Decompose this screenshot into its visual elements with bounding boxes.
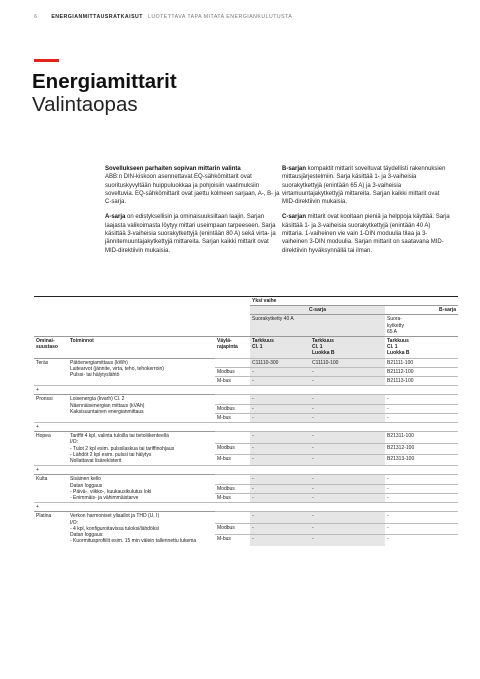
cell-c1: - — [250, 535, 310, 546]
bus-interface: M-bus — [215, 535, 250, 546]
bus-interface: M-bus — [215, 377, 250, 386]
cell-c2: - — [310, 367, 385, 376]
cell-c1: - — [250, 494, 310, 503]
level-separator — [34, 503, 458, 512]
paragraph-lead: C-sarjan — [282, 214, 307, 221]
cell-c2: - — [310, 484, 385, 493]
feature-level: Platina — [34, 512, 68, 546]
cell-c1: - — [250, 484, 310, 493]
col-header-b: Tarkkuus Cl. 1 Luokka B — [385, 337, 458, 359]
table-row — [34, 358, 458, 367]
bus-interface: M-bus — [215, 454, 250, 465]
table-row — [34, 395, 458, 404]
cell-c1: - — [250, 512, 310, 523]
cell-c2: - — [310, 454, 385, 465]
paragraph-text: ABB:n DIN-kiskoon asennettavat EQ-sähkömittarit ovat suorituskyvyltään huippuluokkaa ja pohjoisiin vaatimuksiin soveltuvia. EQ-sähkömittarit ovat jaettu kolmeen sarjaan, A-, B- ja C-sarja. — [105, 174, 280, 206]
cell-c1: - — [250, 523, 310, 534]
cell-b: B21311-100 — [385, 432, 458, 443]
col-header-level: Ominai- suustaso — [34, 337, 68, 359]
cell-b: - — [385, 484, 458, 493]
cell-c2: C11110-100 — [310, 358, 385, 367]
phase-header: Yksi vaihe — [250, 297, 458, 306]
cell-c2: - — [310, 395, 385, 404]
bus-interface: Modbus — [215, 484, 250, 493]
cell-c1: - — [250, 367, 310, 376]
bus-interface — [215, 358, 250, 367]
cell-b: B21111-100 — [385, 358, 458, 367]
level-separator — [34, 466, 458, 475]
cell-b: - — [385, 523, 458, 534]
cell-b: - — [385, 475, 458, 484]
cell-c1: - — [250, 395, 310, 404]
cell-c1: - — [250, 475, 310, 484]
feature-functions: Loisenergia (kvarh) Cl. 2 Näennäisenergian mittaus (kVAh) Kaksisuuntainen energianmittaus — [68, 395, 215, 423]
cell-b: - — [385, 512, 458, 523]
intro-paragraph — [105, 213, 283, 254]
connection-b: Suora- kytketty 65 A — [385, 315, 458, 337]
cell-c2: - — [310, 494, 385, 503]
page-number: 6 — [34, 14, 38, 20]
section-subtitle: LUOTETTAVA TAPA MITATA ENERGIANKULUTUSTA — [147, 14, 293, 20]
table-row — [34, 512, 458, 523]
cell-b: - — [385, 413, 458, 422]
intro-paragraph — [105, 165, 283, 206]
series-b-header: B-sarja — [385, 306, 458, 315]
cell-b: B21313-100 — [385, 454, 458, 465]
col-header-c1: Tarkkuus Cl. 1 — [250, 337, 310, 359]
cell-c1: - — [250, 454, 310, 465]
bus-interface: Modbus — [215, 523, 250, 534]
page-header — [34, 14, 460, 20]
cell-b: B21112-100 — [385, 367, 458, 376]
feature-functions: Tariffit 4 kpl, valinta tuloilla tai tietoliikenteellä I/O: - Tulot 2 kpl esim. pulssilaskua tai tariffinohjaus - Lähdöt 2 kpl esim. pulssi tai hälytys Nollattavat lisärekisterit — [68, 432, 215, 466]
paragraph-text: on edistyksellisin ja ominaisuuksiltaan laajin. Sarjan laajasta valikoimasta löytyy mittari useimpaan tarpeeseen. Sarja käsittää 3-vaiheisia suorakytkettyjä (enintään 80 A) sekä virta- ja jännitemuuntajakytkettyjä mittareita. Sarjan kaikki mittarit ovat MID-direktiivin mukaisia. — [105, 214, 276, 254]
bus-interface: M-bus — [215, 494, 250, 503]
cell-c1: - — [250, 413, 310, 422]
cell-c2: - — [310, 404, 385, 413]
cell-c2: - — [310, 413, 385, 422]
cell-b: - — [385, 404, 458, 413]
col-header-c2: Tarkkuus Cl. 1 Luokka B — [310, 337, 385, 359]
bus-interface: M-bus — [215, 413, 250, 422]
intro-paragraph — [282, 165, 450, 206]
table-row — [34, 432, 458, 443]
cell-b: - — [385, 395, 458, 404]
cell-c1: - — [250, 432, 310, 443]
intro-column-right — [282, 165, 450, 262]
connection-c: Suorakytketty 40 A — [250, 315, 385, 337]
feature-functions: Verkon harmoniset yliaallot ja THD (U, I) I/O: - 4 kpl, konfiguroitavissa tuloksi/lähdöksi Datan loggaus: - Kuormitusprofiilit esim. 15 min välein tallennettu lukema — [68, 512, 215, 546]
cell-c2: - — [310, 377, 385, 386]
page-title: Energiamittarit — [32, 70, 177, 93]
cell-c2: - — [310, 512, 385, 523]
plus-sign: + — [34, 466, 458, 475]
feature-level: Kulta — [34, 475, 68, 503]
cell-c2: - — [310, 432, 385, 443]
paragraph-lead: B-sarjan — [282, 166, 307, 172]
meter-selection-table — [34, 296, 458, 546]
cell-b: - — [385, 535, 458, 546]
feature-functions: Pätöenergiamittaus (kWh) Laitearvot (jännite, virta, teho, tehokerroin) Pulssi- tai hälytyslähtö — [68, 358, 215, 386]
feature-level: Pronssi — [34, 395, 68, 423]
plus-sign: + — [34, 423, 458, 432]
feature-functions: Sisäinen kello Datan loggaus - Päivä-, viikko-, kuukausikulutus loki - Enimmäis- ja vähimmäistarve — [68, 475, 215, 503]
cell-c2: - — [310, 523, 385, 534]
level-separator — [34, 423, 458, 432]
accent-bar — [34, 59, 59, 62]
cell-c2: - — [310, 475, 385, 484]
cell-c2: - — [310, 535, 385, 546]
cell-b: - — [385, 494, 458, 503]
bus-interface — [215, 512, 250, 523]
cell-b: B21312-100 — [385, 443, 458, 454]
section-title: ENERGIANMITTAUSRATKAISUT — [51, 14, 143, 20]
bus-interface: Modbus — [215, 443, 250, 454]
table-row — [34, 475, 458, 484]
bus-interface — [215, 395, 250, 404]
page-subtitle: Valintaopas — [32, 93, 138, 116]
feature-level: Hopea — [34, 432, 68, 466]
col-header-functions: Toiminnot — [68, 337, 215, 359]
level-separator — [34, 386, 458, 395]
plus-sign: + — [34, 386, 458, 395]
cell-c1: - — [250, 443, 310, 454]
cell-c1: - — [250, 377, 310, 386]
cell-c2: - — [310, 443, 385, 454]
bus-interface — [215, 432, 250, 443]
col-header-bus: Väylä- rajapinta — [215, 337, 250, 359]
intro-paragraph — [282, 213, 450, 254]
series-c-header: C-sarja — [250, 306, 385, 315]
cell-c1: C11110-300 — [250, 358, 310, 367]
plus-sign: + — [34, 503, 458, 512]
intro-column-left — [105, 165, 283, 262]
bus-interface: Modbus — [215, 404, 250, 413]
paragraph-lead: Sovellukseen parhaiten sopivan mittarin valinta — [105, 166, 241, 172]
paragraph-lead: A-sarja — [105, 214, 126, 221]
paragraph-text: mittarit ovat kooltaan pieniä ja helppoja käyttää. Sarja käsittää 1- ja 3-vaiheisia suorakytkettyjä (enintään 40 A) mittaria. 1-vaiheinen vie vain 1-DIN moduulia tilaa ja 3-vaiheinen 3-DIN moduulia. Sarjan mittarit on saatavana MID-direktiivin hyväksynnällä tai ilman. — [282, 214, 450, 254]
paragraph-text: kompaktit mittarit soveltuvat täydellisti rakennuksien mittausjärjestelmiin. Sarja käsittää 1- ja 3-vaiheisia suorakytkettyjä (enintään 65 A) ja 3-vaiheisia virtamuuntajakytkettyjä mittareita. Sarjan kaikki mittarit ovat MID-direktiivin mukaisia. — [282, 166, 446, 206]
cell-b: B21113-100 — [385, 377, 458, 386]
cell-c1: - — [250, 404, 310, 413]
bus-interface — [215, 475, 250, 484]
bus-interface: Modbus — [215, 367, 250, 376]
feature-level: Teräs — [34, 358, 68, 386]
